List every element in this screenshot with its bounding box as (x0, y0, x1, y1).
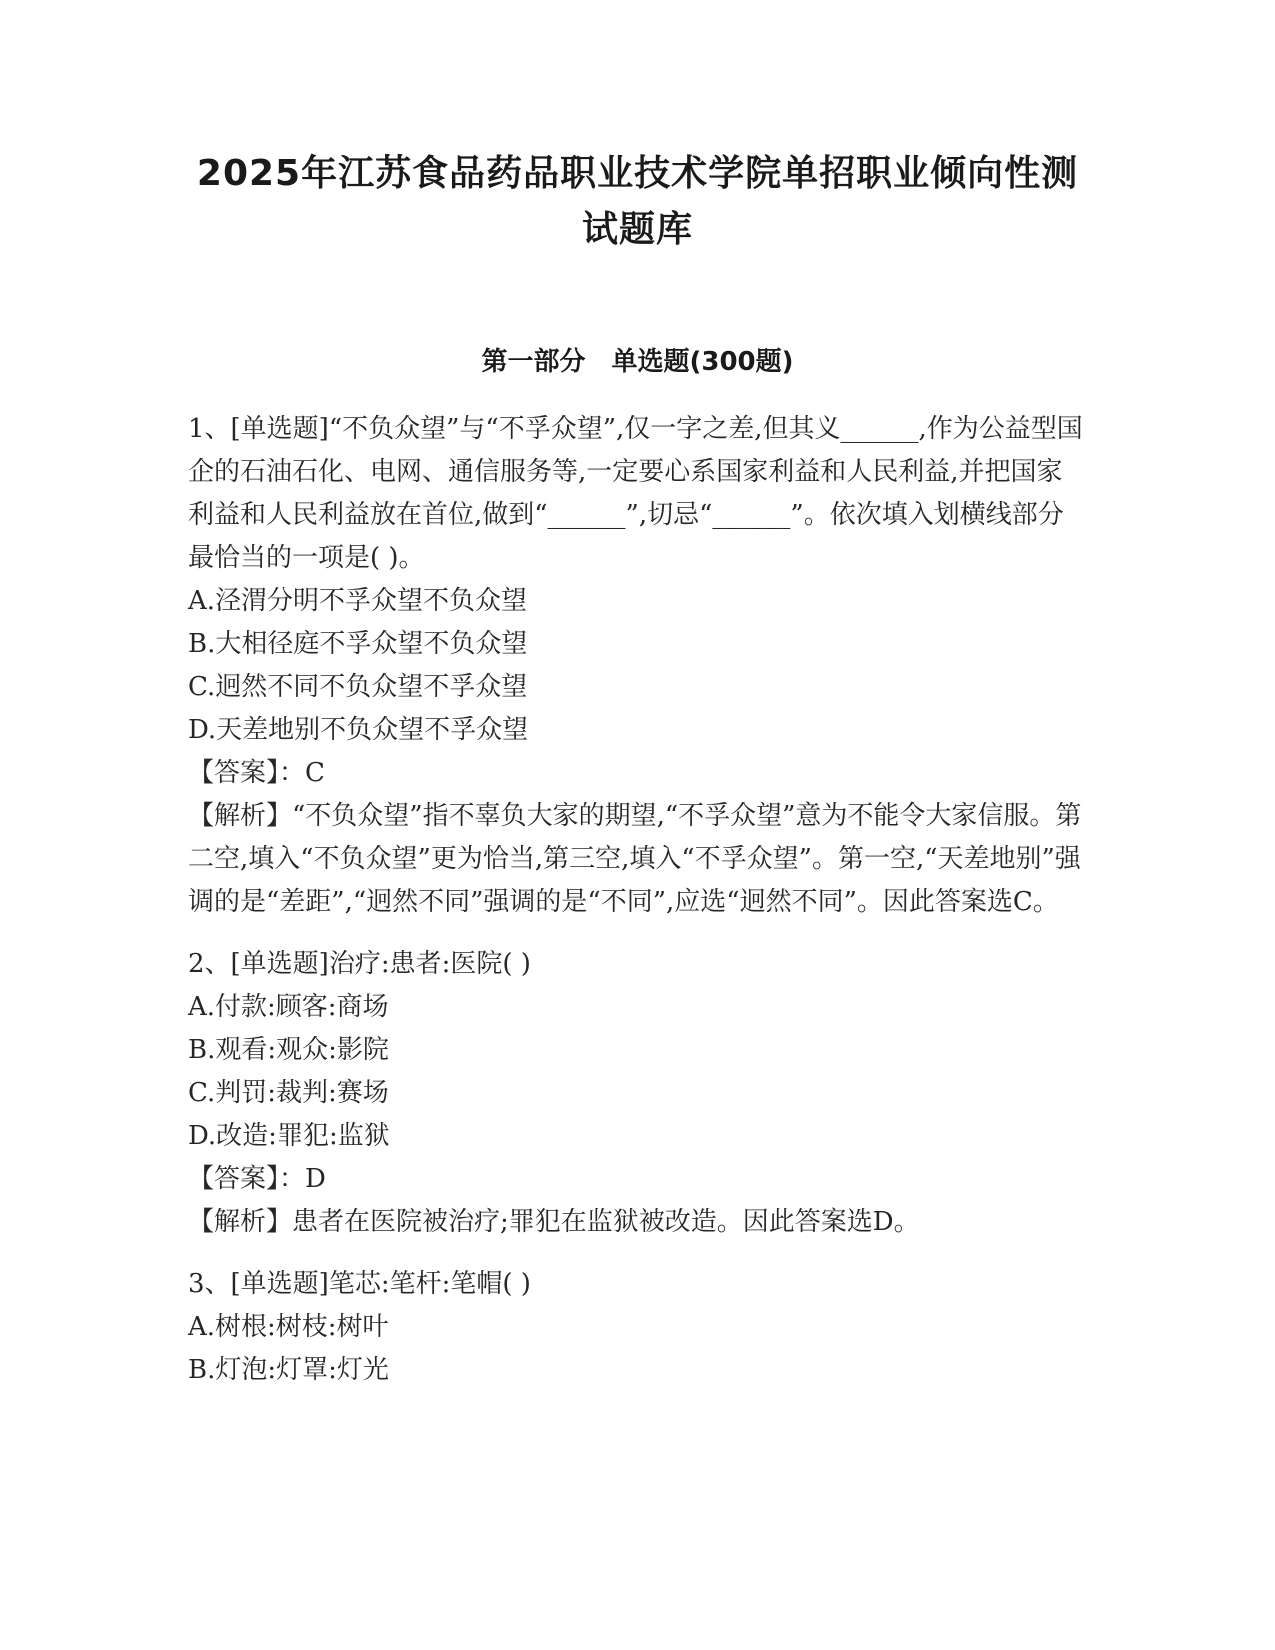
answer: 【答案】：C (188, 758, 325, 788)
question-1 (188, 408, 1088, 924)
document-title (150, 146, 1125, 258)
option-a: A.树根:树枝:树叶 (188, 1312, 389, 1342)
option-c: C.判罚:裁判:赛场 (188, 1078, 389, 1108)
question-list (188, 408, 1088, 1411)
answer: 【答案】：D (188, 1164, 326, 1194)
question-3 (188, 1263, 1088, 1392)
option-c: C.迥然不同不负众望不孚众望 (188, 672, 528, 702)
option-d: D.天差地别不负众望不孚众望 (188, 715, 529, 745)
option-d: D.改造:罪犯:监狱 (188, 1121, 390, 1151)
document-title-line-2: 试题库 (581, 209, 693, 250)
option-b: B.灯泡:灯罩:灯光 (188, 1355, 389, 1385)
option-b: B.观看:观众:影院 (188, 1035, 389, 1065)
question-stem: 1、[单选题]“不负众望”与“不孚众望”,仅一字之差,但其义______,作为公益型国企的石油石化、电网、通信服务等,一定要心系国家利益和人民利益,并把国家利益和人民利益放在首位,做到“______”,切忌“______”。依次填入划横线部分最恰当的一项是( )。 (188, 414, 1083, 573)
option-a: A.泾渭分明不孚众望不负众望 (188, 586, 528, 616)
question-2 (188, 943, 1088, 1244)
option-a: A.付款:顾客:商场 (188, 992, 389, 1022)
analysis: 【解析】“不负众望”指不辜负大家的期望,“不孚众望”意为不能令大家信服。第二空,填入“不负众望”更为恰当,第三空,填入“不孚众望”。第一空,“天差地别”强调的是“差距”,“迥然不同”强调的是“不同”,应选“迥然不同”。因此答案选C。 (188, 801, 1082, 917)
option-b: B.大相径庭不孚众望不负众望 (188, 629, 528, 659)
section-title: 第一部分 单选题(300题) (481, 347, 794, 377)
document-title-line-1: 2025年江苏食品药品职业技术学院单招职业倾向性测 (196, 153, 1079, 194)
analysis: 【解析】患者在医院被治疗;罪犯在监狱被改造。因此答案选D。 (188, 1207, 920, 1237)
question-stem: 3、[单选题]笔芯:笔杆:笔帽( ) (188, 1269, 531, 1299)
question-stem: 2、[单选题]治疗:患者:医院( ) (188, 949, 531, 979)
